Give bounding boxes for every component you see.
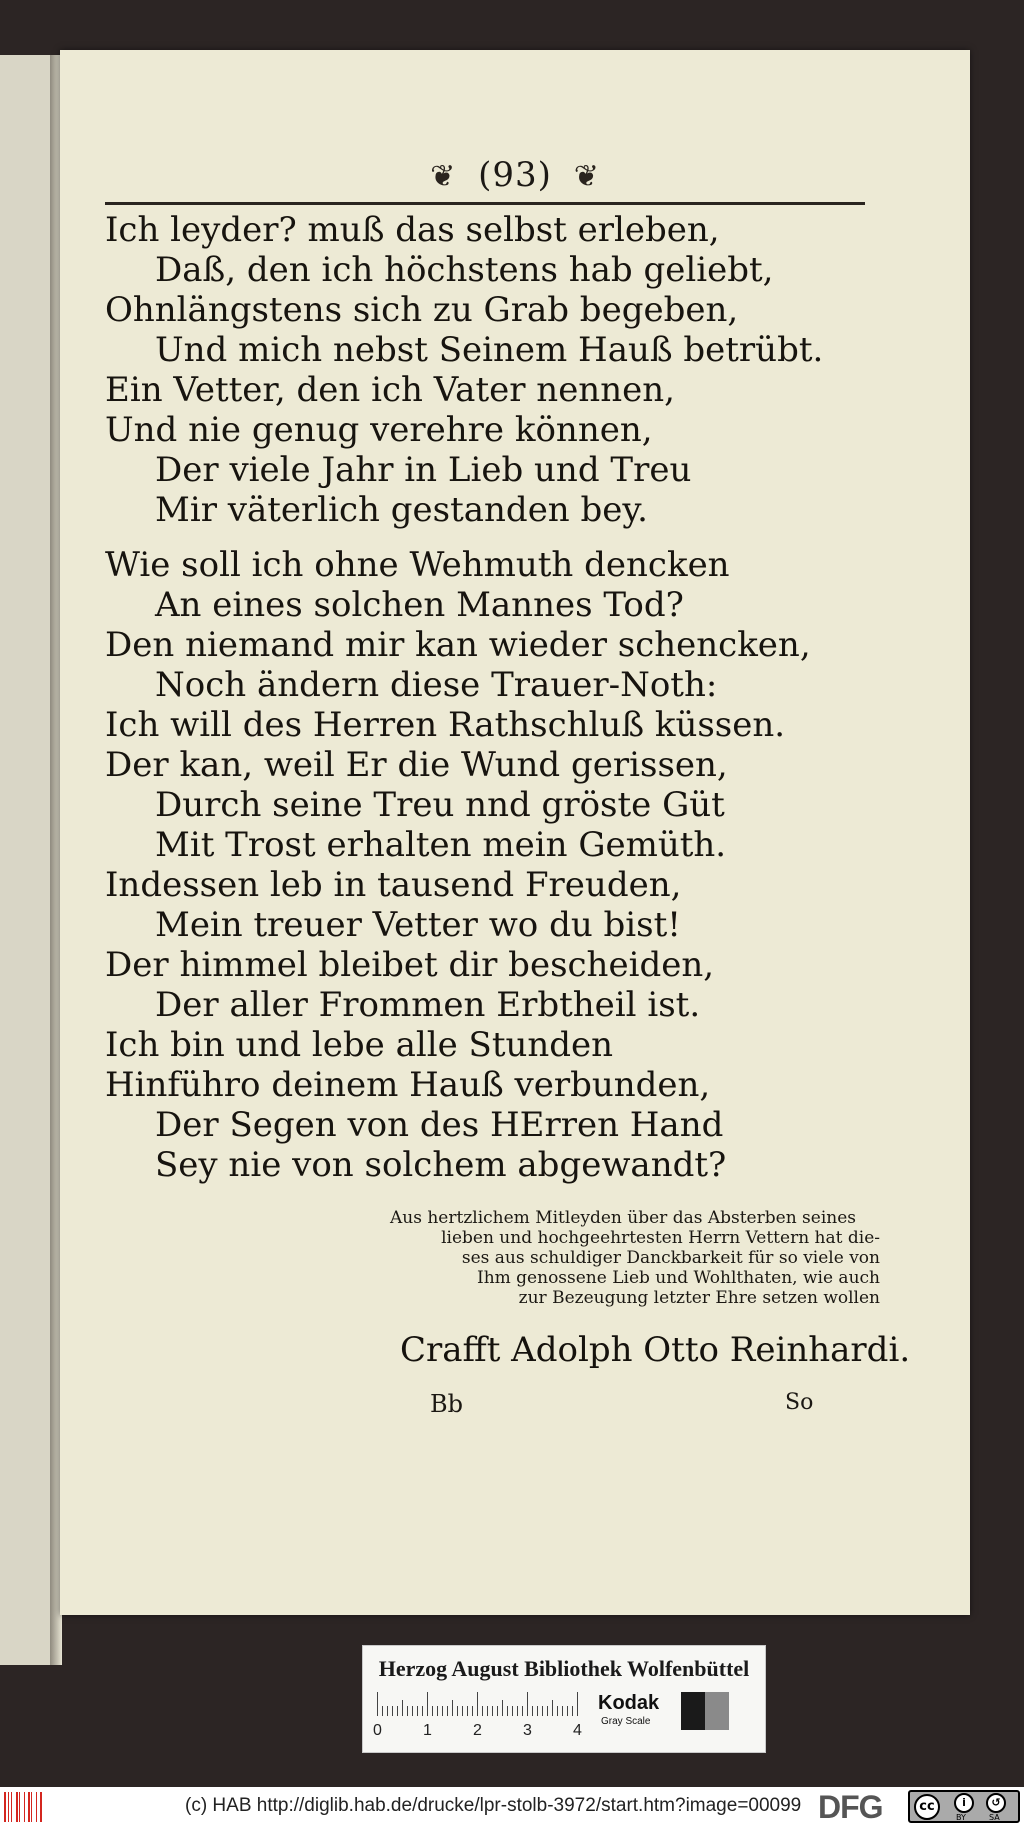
ruler-tick [547, 1706, 548, 1716]
verse-line: Mein treuer Vetter wo du bist! [155, 905, 681, 945]
verse-line: Durch seine Treu nnd gröste Güt [155, 785, 725, 825]
ruler-tick [487, 1706, 488, 1716]
gray-scale-label: Gray Scale [601, 1716, 651, 1727]
ruler-tick [507, 1706, 508, 1716]
barcode-icon [4, 1792, 44, 1822]
ruler-tick [562, 1706, 563, 1716]
verse-line: Indessen leb in tausend Freuden, [105, 865, 682, 905]
ruler-tick [482, 1706, 483, 1716]
ruler-tick [382, 1706, 383, 1716]
barcode-bar [40, 1792, 42, 1822]
ruler-tick [517, 1706, 518, 1716]
cc-license-badge[interactable] [908, 1790, 1020, 1823]
barcode-bar [28, 1792, 30, 1822]
scale-number: 0 [373, 1722, 382, 1739]
verse-line: Mir väterlich gestanden bey. [155, 490, 648, 530]
scale-number: 1 [423, 1722, 432, 1739]
ruler-tick [527, 1692, 528, 1716]
color-calibration-bar [362, 1645, 766, 1753]
ruler-tick [377, 1692, 378, 1716]
ruler-tick [472, 1706, 473, 1716]
barcode-bar [31, 1792, 32, 1822]
cc-icon: cc [914, 1794, 940, 1820]
verse-line: Ich bin und lebe alle Stunden [105, 1025, 614, 1065]
ruler-tick [537, 1706, 538, 1716]
verse-line: Hinführo deinem Hauß verbunden, [105, 1065, 711, 1105]
verse-line: Sey nie von solchem abgewandt? [155, 1145, 727, 1185]
ruler-tick [557, 1706, 558, 1716]
verse-line: Mit Trost erhalten mein Gemüth. [155, 825, 727, 865]
ruler-tick [397, 1706, 398, 1716]
catchword: So [785, 1390, 814, 1415]
ruler-tick [542, 1706, 543, 1716]
ruler-tick [447, 1706, 448, 1716]
ruler-tick [417, 1706, 418, 1716]
ruler-tick [452, 1700, 453, 1716]
gray-swatch-dark [681, 1692, 705, 1730]
gray-swatch-mid [705, 1692, 729, 1730]
footer-bar [0, 1787, 1024, 1826]
verse-line: Ich leyder? muß das selbst erleben, [105, 210, 720, 250]
ruler-tick [462, 1706, 463, 1716]
header-rule [105, 202, 865, 205]
verse-line: Der kan, weil Er die Wund gerissen, [105, 745, 728, 785]
scale-ruler [377, 1692, 587, 1716]
copyright-url[interactable]: (c) HAB http://diglib.hab.de/drucke/lpr-stolb-3972/start.htm?image=00099 [185, 1795, 802, 1816]
library-name: Herzog August Bibliothek Wolfenbüttel [378, 1656, 750, 1681]
signature-mark: Bb [430, 1390, 463, 1418]
dedication-line: ses aus schuldiger Danckbarkeit für so viele von [461, 1248, 880, 1268]
verse-line: Ein Vetter, den ich Vater nennen, [105, 370, 675, 410]
ruler-tick [532, 1706, 533, 1716]
ruler-tick [492, 1706, 493, 1716]
ruler-tick [467, 1706, 468, 1716]
verse-line: Ohnlängstens sich zu Grab begeben, [105, 290, 739, 330]
ruler-tick [522, 1706, 523, 1716]
dfg-logo: DFG [818, 1789, 883, 1825]
verse-line: Den niemand mir kan wieder schencken, [105, 625, 811, 665]
fleuron-right-icon: ❦ [573, 159, 600, 194]
ruler-tick [412, 1706, 413, 1716]
barcode-bar [24, 1792, 25, 1822]
ruler-tick [512, 1706, 513, 1716]
ruler-tick [572, 1706, 573, 1716]
verse-line: Noch ändern diese Trauer-Noth: [155, 665, 718, 705]
verse-line: Wie soll ich ohne Wehmuth dencken [105, 545, 730, 585]
ruler-tick [577, 1692, 578, 1716]
dedication-line: lieben und hochgeehrtesten Herrn Vettern hat die- [441, 1228, 880, 1248]
verse-line: Der himmel bleibet dir bescheiden, [105, 945, 715, 985]
ruler-tick [567, 1706, 568, 1716]
dedication-note [390, 1208, 880, 1308]
kodak-logo: Kodak [598, 1692, 660, 1714]
fleuron-left-icon: ❦ [430, 159, 457, 194]
scale-number: 4 [573, 1722, 582, 1739]
ruler-tick [427, 1692, 428, 1716]
verse-line: An eines solchen Mannes Tod? [155, 585, 684, 625]
dedication-line: zur Bezeugung letzter Ehre setzen wollen [518, 1288, 880, 1308]
ruler-tick [392, 1706, 393, 1716]
page-number: (93) [478, 155, 552, 195]
verse-line: Und mich nebst Seinem Hauß betrübt. [155, 330, 824, 370]
ruler-tick [497, 1706, 498, 1716]
verse-line: Der viele Jahr in Lieb und Treu [155, 450, 692, 490]
ruler-tick [502, 1700, 503, 1716]
by-label: BY [956, 1813, 966, 1822]
poem-verses [105, 210, 925, 1185]
book-page [60, 50, 970, 1615]
ruler-tick [477, 1692, 478, 1716]
verse-line: Daß, den ich höchstens hab geliebt, [155, 250, 774, 290]
barcode-bar [19, 1792, 20, 1822]
ruler-tick [552, 1700, 553, 1716]
barcode-bar [11, 1792, 12, 1822]
scale-number: 3 [523, 1722, 532, 1739]
page-header [60, 155, 970, 195]
dedication-line: Ihm genossene Lieb und Wohlthaten, wie auch [476, 1268, 880, 1288]
scale-number: 2 [473, 1722, 482, 1739]
barcode-bar [16, 1792, 18, 1822]
sa-icon: ↺ [986, 1793, 1006, 1813]
ruler-tick [407, 1706, 408, 1716]
sa-label: SA [989, 1813, 1000, 1822]
ruler-tick [402, 1700, 403, 1716]
verse-line: Der Segen von des HErren Hand [155, 1105, 724, 1145]
ruler-tick [437, 1706, 438, 1716]
author-signature: Crafft Adolph Otto Reinhardi. [400, 1330, 911, 1370]
barcode-bar [4, 1792, 6, 1822]
ruler-tick [442, 1706, 443, 1716]
by-icon: i [954, 1793, 974, 1813]
scale-numbers [373, 1722, 603, 1742]
dedication-line: Aus hertzlichem Mitleyden über das Absterben seines [390, 1208, 856, 1228]
barcode-bar [8, 1792, 9, 1822]
ruler-tick [387, 1706, 388, 1716]
ruler-tick [432, 1706, 433, 1716]
ruler-tick [457, 1706, 458, 1716]
verse-line: Und nie genug verehre können, [105, 410, 653, 450]
verse-line: Ich will des Herren Rathschluß küssen. [105, 705, 786, 745]
ruler-tick [422, 1706, 423, 1716]
barcode-bar [36, 1792, 37, 1822]
verse-line: Der aller Frommen Erbtheil ist. [155, 985, 701, 1025]
